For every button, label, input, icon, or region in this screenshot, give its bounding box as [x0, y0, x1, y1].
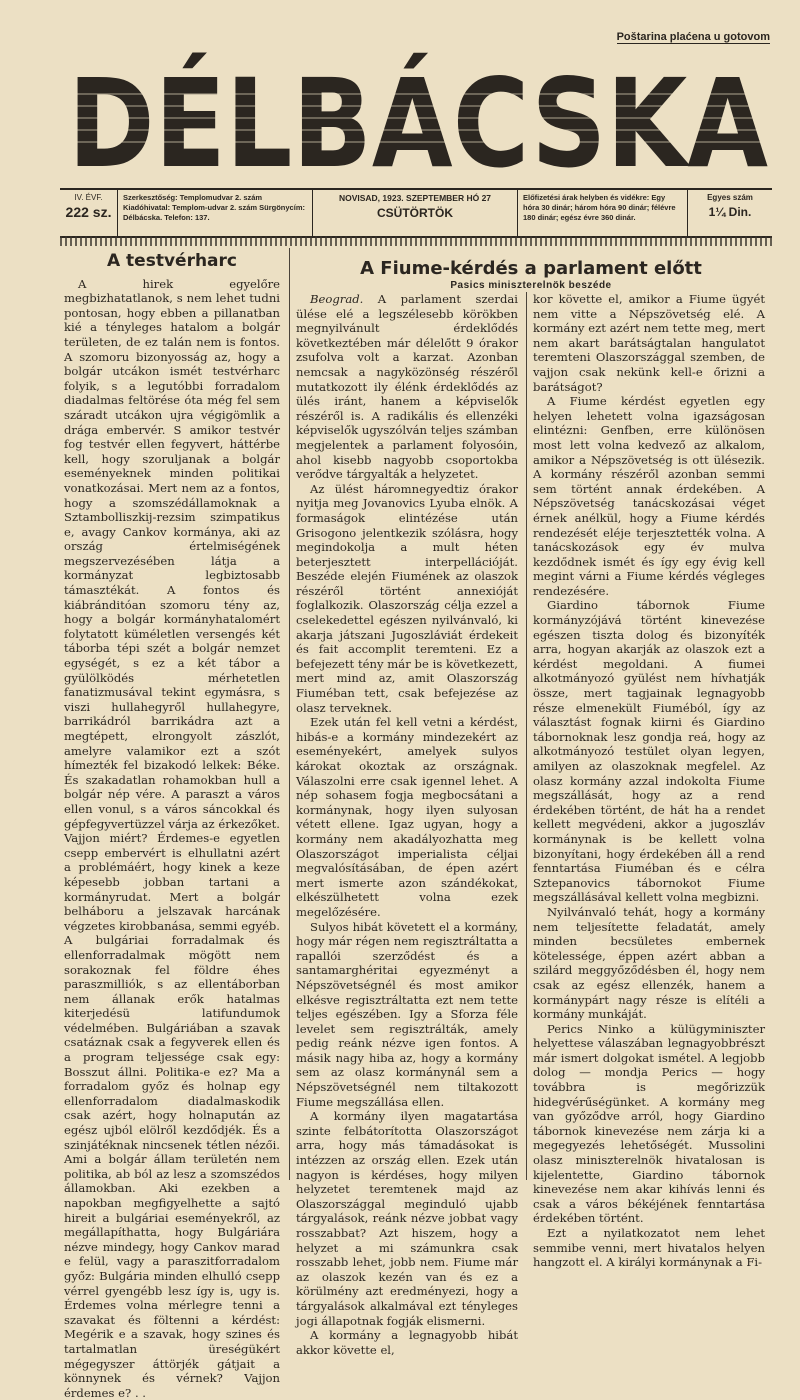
article-fiume-col2 — [533, 292, 765, 1270]
article-paragraph: A kormány ilyen magatartása szinte felbátorította Olaszországot arra, hogy más támadásokat is intézzen az ország ellen. Ezek után nagyon is kérdéses, hogy milyen helyzetet teremtenek majd az Olaszországgal meginduló ujabb tárgyalások, reánk nézve jobbat vagy rosszabbat? Azt hiszem, hogy a helyzet a mi számunkra csak rosszabb lehet, jobb nem. Fiume már az olaszok kezén van és ez a körülmény azt eredményezi, hogy a tárgyalások alkalmával ezt tényleges jogi állapotnak fogják elismerni. — [296, 1109, 518, 1328]
article-paragraph: Ezek után fel kell vetni a kérdést, hibás-e a kormány mindezekért az eseményekért, amelyek sulyos károkat okoztak az országnak. Válaszolni erre csak igennel lehet. A nép sohasem fogja megbocsátani a kormánynak, hogy ilyen sulyosan vétett ellene. Igaz ugyan, hogy a kormány nem akadályozhatta meg Olaszországot imperialista céljai megvalósításában, de épen azért mert ismerte azon szándékokat, elkészülhetett volna ezek megelőzésére. — [296, 715, 518, 919]
column-rule — [289, 248, 290, 1180]
article-headline-fiume: A Fiume-kérdés a parlament előtt — [360, 258, 702, 279]
article-paragraph: A kormány a legnagyobb hibát akkor követte el, — [296, 1328, 518, 1357]
date-line: NOVISAD, 1923. SZEPTEMBER HÓ 27 — [338, 193, 492, 203]
masthead — [62, 53, 774, 195]
postage-note: Poštarina plaćena u gotovom — [616, 31, 770, 43]
single-issue-label: Egyes szám — [707, 193, 753, 202]
masthead-title — [62, 53, 774, 195]
article-testverharc — [64, 250, 280, 1400]
article-headline: A testvérharc — [106, 251, 237, 271]
article-paragraph: A hirek egyelőre megbizhatatlanok, s nem lehet tudni pontosan, hogy ebben a pillanatban kié a tényleges hatalom a bolgár területen, de ez talán nem is fontos. A szomoru bizonyosság az, hogy a bolgár utcákon ismét testvérharc folyik, s a legutóbbi forradalom diadalmas feltörése óta még fel sem száradt utcákon ujra végigömlik a drága embervér. S amikor testvér fog testvér ellen fegyvert, háttérbe kell, hogy szoruljanak a bolgár eseményeknek minden politikai vonatkozásai. Mert nem az a fontos, hogy a szomszédállamoknak a Sztambolliszkij-rezsim szimpatikus e, avagy Cankov kormánya, aki az ország értelmiségének megszervezésében látja a kormányzat legbiztosabb támasztékát. A fontos és kiábránditóan szomoru tény az, hogy a bolgár kormányhatalomért folytatott küméletlen versengés két táborba tépi szét a bolgár nemzet egységét, s ez a két tábor a gyülölködés mérhetetlen fanatizmusával tekint egymásra, s viszi hullahegyről hullahegyre, barrikádról barrikádra azt a megtépett, elrongyolt zászlót, amelyre valamikor ezt a szót hímezték fel bizakodó lelkek: Béke. És szakadatlan rohamokban hull a bolgár nép vére. A paraszt a város ellen vonul, s a város sáncokkal és gépfegyvertüzzel várja az érkezőket. Vajjon miért? Érdemes-e egyetlen csepp embervért is elhullatni azért a problémáért, hogy kinek a keze képesebb jobban tartani a kormányrudat. Mert a bolgár belháboru a jelszavak harcának végzetes kirobbanása, semmi egyéb. A bulgáriai forradalmak és ellenforradalmak mögött nem sorakoznak fel földre éhes paraszmilliók, s az ellentáborban nem állanak erők hatalmas kiterjedésü latifundumok védelmében. Bulgáriában a szavak csatáznak csak a fegyverek ellen és a program teljessége csak egy: Bosszut állni. Politika-e ez? Ma a forradalom győz és holnap egy ellenforradalom diadalmaskodik csak azért, hogy holnapután az egész ujból elölről kezdődjék. És a szinjátéknak nincsenek tétlen nézői. Ami a bolgár állam területén nem politika, ab ból az lesz a szomszédos államokban. Aki ezekben a napokban megfigyelhette a sajtó hireit a bulgáriai eseményekről, az megállapíthatta, hogy Bulgáriára nézve mindegy, hogy Cankov marad e felül, vagy a paraszitforradalom győz: Bulgária minden elhulló csepp vérrel gyengébb lesz így is, ugy is. Érdemes volna mérlegre tenni a szavakat és föltenni a kérdést: Megérik e a szavak, hogy szines és tartalmatlan üreségükért mégegyszer áttörjék gátjait a könnynek és vérnek? Vajjon érdemes e? . . — [64, 276, 280, 1400]
article-paragraph: Perics Ninko a külügyminiszter helyettese válaszában legnagyobbrészt már ismert dolgokat ismétel. A legjobb dolog — mondja Perics — hogy továbbra is megőrizzük hidegvérűségünket. A kormány meg van győződve arról, hogy Giardino tábornok kinevezése nem zárja ki a megegyezés lehetőségét. Mussolini olasz miniszterelnök hivatalosan is kijelentette, Giardino tábornok kinevezése nem akar kihívás lenni és csak a város békéjének fenntartása érdekében történt. — [533, 1021, 765, 1226]
weekday: CSÜTÖRTÖK — [377, 206, 453, 220]
price-box — [688, 190, 772, 236]
article-fiume-col1 — [296, 292, 518, 1357]
issue-box — [60, 190, 118, 236]
article-paragraph: kor követte el, amikor a Fiume ügyét nem vitte a Népszövetség elé. A kormány ezt azért nem tette meg, mert nem akart barátságtalan hangulatot teremteni Olaszországgal szemben, de vajjon csak nekünk kell-e őrizni a barátságot? — [533, 292, 765, 394]
article-paragraph: Az ülést háromnegyedtiz órakor nyitja meg Jovanovics Lyuba elnök. A formaságok elintézése után Grisogono jelentkezik szólásra, hogy megindokolja a mult héten beterjesztett interpellációját. Beszéde elején Fiumének az olaszok részéről történt annexióját foglalkozik. Olaszország célja ezzel a cselekedettel egészen nyilvánvaló, ki akarja játszani Jugoszláviát érdekeit és fait accomplit teremteni. Ez a befejezett tény már be is következett, mert mind az, amit Olaszország Fiuméban tett, csak befejezése az olasz terveknek. — [296, 481, 518, 715]
column-rule — [526, 292, 527, 1180]
masthead-title-text: DÉLBÁCSKA — [68, 53, 768, 195]
ornament-rule — [60, 236, 772, 246]
article-paragraph: Sulyos hibát követett el a kormány, hogy már régen nem regisztráltatta a rapallói szerződést és a santamarghéritai egyezményt a Népszövetségnél és most amikor elkésve regisztráltatta ezt nem tette teljes egészében. Igy a Sforza féle levelet sem regisztrálták, amely pedig reánk nézve igen fontos. A másik nagy hiba az, hogy a kormány sem az olasz kormánynál sem a Népszövetségnél nem tiltakozott Fiume megszállása ellen. — [296, 919, 518, 1109]
info-bar — [60, 188, 772, 238]
article-paragraph: Beograd. A parlament szerdai ülése elé a legszélesebb körökben megnyilvánult érdeklődés következtében már délelőtt 9 órakor zsufolva volt a karzat. Azonban nemcsak a nagyközönség részéről mutatkozott ily élénk érdeklődés az ülés iránt, hanem a képviselők részéről is. A radikális és ellenzéki képviselők ugyszólván teljes számban megjelentek a parlament folyosóin, ahol kisebb nagyobb csoportokba verődve tárgyalták a helyzetet. — [296, 292, 518, 482]
issue-year: IV. ÉVF. — [74, 193, 103, 202]
issue-number: 222 sz. — [65, 204, 112, 220]
subscription-info: Előfizetési árak helyben és vidékre: Egy hóra 30 dinár; három hóra 90 dinár; félévre 180 dinár; egész évre 360 dinár. — [518, 190, 688, 236]
dateline: Beograd. — [310, 292, 364, 306]
single-issue-price: 1¼ Din. — [708, 205, 752, 219]
article-paragraph: Ezt a nyilatkozatot nem lehet semmibe venni, mert hivatalos helyen hangzott el. A királyi kormánynak a Fi- — [533, 1226, 765, 1270]
article-paragraph: A Fiume kérdést egyetlen egy helyen lehetett volna igazságosan elintézni: Genfben, erre különösen most lett volna kedvező az alkalom, amikor a Népszövetség is ott ülésezik. A kormány részéről azonban semmi sem történt annak érdekében. A Népszövetség tanácskozásai véget érnek anélkül, hogy a Fiume kérdés rendezését eléje terjesztették volna. A tanácskozások egy év mulva kezdődnek ismét és így egy évig kell megint várni a Fiume kérdés végleges rendezésére. — [533, 394, 765, 598]
date-box — [313, 190, 518, 236]
article-paragraph: Giardino tábornok Fiume kormányzójává történt kinevezése egészen tiszta dolog és bizonyíték arra, hogyan akarják az olaszok ezt a kérdést megoldani. A fiumei alkotmányozó gyülést nem hívhatják össze, mert tagjainak legnagyobb része elmenekült Fiuméból, így az választást fognak kiirni és Giardino tábornoknak lesz gondja reá, hogy az alkotmányozó testület olyan legyen, amilyen az olaszoknak megfelel. Az olasz kormány azzal indokolta Fiume megszállását, hogy az a rend érdekében történt, de hát ha a rendet kellett megvédeni, akkor a jugoszláv kormánynak is be kellett volna bizonyítani, hogy érdekében áll a rend fenntartása Fiuméban és e célra Sztepanovics tábornokot Fiume megszállásával kellett volna megbizni. — [533, 598, 765, 905]
article-subhead: Pasics miniszterelnök beszéde — [450, 280, 612, 291]
editorial-info: Szerkesztőség: Templomudvar 2. szám Kiadóhivatal: Templom-udvar 2. szám Sürgönycím: Délbácska. Telefon: 137. — [118, 190, 313, 236]
article-paragraph: Nyilvánvaló tehát, hogy a kormány nem teljesítette feladatát, amely minden becsületes embernek kötelessége, éppen azért abban a szilárd meggyőződésben él, hogy nem csak az egész ellenzék, hanem a kormánypárt nagy része is elítéli a kormány munkáját. — [533, 904, 765, 1022]
